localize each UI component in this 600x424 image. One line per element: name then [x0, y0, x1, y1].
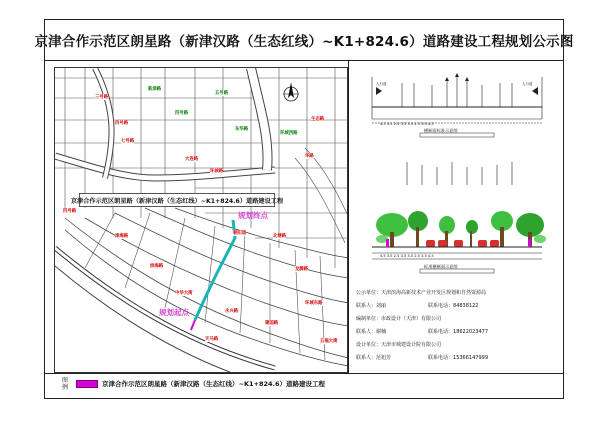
road-label: 新津路 [148, 87, 162, 92]
bottom-section-dims: 4.5 3.5 2.5 3.5 3.5 2.5 3.5 4.5 [380, 254, 434, 258]
legend-heading: 图例 [62, 377, 69, 391]
road-label: 四号路 [115, 121, 129, 126]
phone1-label: 联系电话： [428, 303, 454, 309]
road-label: 四号路 [63, 209, 77, 214]
road-label: 龙腾路 [295, 267, 309, 272]
publisher-value: 天津滨海高新技术产业开发区规划和自然资源局 [381, 290, 487, 296]
project-name-box: 京津合作示范区朗星路（新津汉路（生态红线）~K1+824.6）道路建设工程 [79, 193, 275, 207]
builder-value: 天津市城建设计院有限公司 [381, 342, 442, 348]
legend-text: 京津合作示范区朗星路（新津汉路（生态红线）~K1+824.6）道路建设工程 [102, 380, 326, 388]
route-end-label: 规划终点 [238, 211, 268, 220]
contact1-value: 刘丽 [376, 303, 387, 309]
designer-label: 编制单位： [356, 316, 382, 322]
bottom-section-caption: 标准横断面示意图 [424, 264, 458, 269]
svg-text:人行道: 人行道 [376, 82, 387, 86]
road-label: 大连路 [185, 157, 199, 162]
road-label: 华路 [305, 154, 314, 159]
contact1-label: 联系人： [356, 303, 377, 309]
page-title: 京津合作示范区朗星路（新津汉路（生态红线）~K1+824.6）道路建设工程规划公示图 [44, 19, 564, 61]
road-label: 永兴路 [225, 309, 239, 314]
road-label: 环城西路 [280, 131, 298, 136]
publisher-label: 公示单位： [356, 290, 382, 296]
phone2-label: 联系电话： [428, 329, 454, 335]
road-label: 建国路 [265, 321, 279, 326]
designer-value: 市政设计（天津）有限公司 [381, 316, 442, 322]
road-label: 三号路 [95, 95, 109, 100]
builder-label: 设计单位： [356, 342, 382, 348]
phone2-value: 18622023477 [453, 329, 489, 335]
contact3-label: 联系人： [356, 355, 377, 361]
road-label: 七号路 [121, 139, 135, 144]
top-section-dims: 4.5 3.5 2.5 3.5 3.5 2.5 3.5 4.5 [380, 122, 434, 126]
vehicles [426, 240, 499, 247]
contact2-value: 谢楠 [376, 329, 387, 335]
road-label: 东华路 [235, 127, 249, 132]
cross-section-panel [352, 67, 562, 279]
road-label: 四号路 [175, 111, 189, 116]
road-label: 津海路 [115, 234, 129, 239]
contact2-label: 联系人： [356, 329, 377, 335]
road-label: 滨海路 [150, 264, 164, 269]
horizontal-divider [44, 373, 564, 374]
location-map[interactable] [54, 67, 348, 373]
road-label: 环城路 [210, 169, 224, 174]
project-route [195, 220, 235, 320]
phone3-value: 15366147999 [453, 355, 489, 361]
road-label: 北塘路 [273, 234, 287, 239]
road-label: 生态路 [311, 117, 325, 122]
route-start-label: 规划起点 [159, 308, 189, 317]
road-label: 中华大街 [175, 291, 193, 296]
svg-text:人行道: 人行道 [522, 82, 533, 86]
vertical-divider [348, 61, 349, 374]
compass-icon [283, 82, 299, 101]
phone3-label: 联系电话： [428, 355, 454, 361]
road-label: 五福大街 [320, 339, 338, 344]
contact3-value: 范旭芳 [376, 355, 392, 361]
road-label: 天马路 [205, 337, 219, 342]
map-svg [55, 68, 348, 373]
road-label: 环城东路 [305, 301, 323, 306]
road-label: 五号路 [215, 91, 229, 96]
legend-swatch [76, 380, 98, 388]
phone1-value: 84838122 [453, 303, 479, 309]
road-label: 朝阳道 [233, 231, 247, 236]
top-section-caption: 横断面标准示意图 [424, 128, 458, 133]
cross-section-svg [352, 67, 562, 279]
